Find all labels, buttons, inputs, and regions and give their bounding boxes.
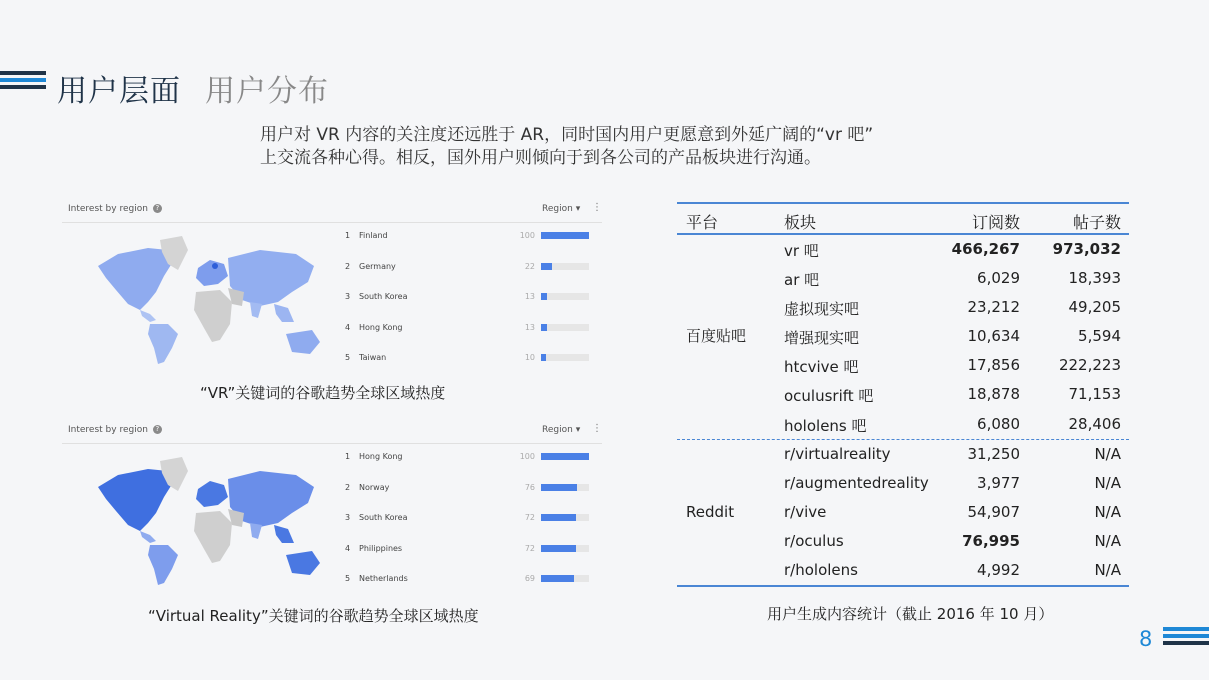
- map-southeast-asia: [274, 525, 294, 543]
- subscribers-cell: 466,267: [951, 240, 1020, 258]
- map-africa: [194, 290, 232, 342]
- subscribers-cell: 31,250: [967, 444, 1020, 463]
- posts-cell: N/A: [1094, 502, 1121, 521]
- region-bar: [541, 263, 552, 270]
- trends-header-label: Interest by region: [68, 425, 148, 435]
- map-europe: [196, 481, 228, 507]
- region-rank: 2: [345, 261, 351, 271]
- region-bar-track: [541, 324, 589, 331]
- intro-line-1: 用户对 VR 内容的关注度还远胜于 AR，同时国内用户更愿意到外延广阔的“vr 吧”: [260, 125, 874, 145]
- subscribers-cell: 18,878: [967, 385, 1020, 404]
- posts-cell: 973,032: [1052, 240, 1121, 258]
- posts-cell: N/A: [1094, 444, 1121, 463]
- reddit-group: [677, 440, 1129, 585]
- baidu-group: [677, 235, 1129, 439]
- more-options-icon[interactable]: ⋮: [592, 202, 602, 213]
- region-row[interactable]: [345, 448, 595, 479]
- header-platform: 平台: [686, 213, 719, 232]
- table-row: [677, 380, 1129, 409]
- region-dropdown-label: Region: [542, 425, 573, 435]
- region-name: Finland: [359, 231, 388, 240]
- map-australia: [286, 551, 320, 575]
- region-rank: 5: [345, 353, 351, 363]
- region-rank: 1: [345, 231, 351, 240]
- posts-cell: N/A: [1094, 531, 1121, 550]
- board-cell: oculusrift 吧: [784, 387, 874, 406]
- table-row: [677, 264, 1129, 293]
- map-south-america: [148, 324, 178, 364]
- subscribers-cell: 17,856: [967, 356, 1020, 375]
- caret-down-icon: ▾: [575, 425, 581, 435]
- subscribers-cell: 4,992: [977, 561, 1020, 580]
- table-row: [677, 293, 1129, 322]
- region-value: 13: [524, 292, 535, 302]
- map-india: [250, 523, 262, 539]
- subscribers-cell: 6,029: [977, 269, 1020, 288]
- region-row[interactable]: [345, 349, 595, 380]
- posts-cell: 28,406: [1068, 414, 1121, 433]
- region-name: Hong Kong: [359, 322, 403, 332]
- region-row[interactable]: [345, 479, 595, 510]
- board-cell: hololens 吧: [784, 416, 867, 435]
- intro-paragraph: [260, 124, 980, 170]
- subscribers-cell: 76,995: [962, 531, 1020, 550]
- trends-header: [68, 425, 162, 435]
- region-bar: [541, 453, 589, 460]
- region-name: Philippines: [359, 543, 403, 553]
- region-row[interactable]: [345, 258, 595, 289]
- region-name: Germany: [359, 261, 396, 271]
- region-name: Norway: [359, 482, 390, 492]
- map-north-america: [98, 248, 174, 310]
- map-africa: [194, 511, 232, 563]
- region-name: Hong Kong: [359, 452, 403, 461]
- trends-header-label: Interest by region: [68, 204, 148, 214]
- trends-caption-virtual-reality: “Virtual Reality”关键词的谷歌趋势全球区域热度: [148, 607, 479, 625]
- region-bar: [541, 484, 577, 491]
- region-dropdown[interactable]: [542, 204, 580, 214]
- table-bottom-rule: [677, 585, 1129, 587]
- region-value: 100: [519, 452, 535, 461]
- table-row: [677, 527, 1129, 556]
- trends-panel-virtual-reality: [62, 421, 602, 593]
- header-subscribers: 订阅数: [971, 213, 1020, 232]
- subscribers-cell: 3,977: [977, 473, 1020, 492]
- board-cell: r/oculus: [784, 531, 844, 550]
- region-bar-track: [541, 293, 589, 300]
- table-caption: 用户生成内容统计（截止 2016 年 10 月）: [767, 605, 1054, 623]
- divider: [62, 222, 602, 223]
- subscribers-cell: 54,907: [967, 502, 1020, 521]
- platform-reddit: Reddit: [686, 502, 735, 521]
- posts-cell: 49,205: [1068, 298, 1121, 317]
- more-options-icon[interactable]: ⋮: [592, 423, 602, 434]
- caret-down-icon: ▾: [575, 204, 581, 214]
- board-cell: r/vive: [784, 502, 827, 521]
- region-rank: 4: [345, 322, 351, 332]
- help-icon[interactable]: ?: [153, 425, 162, 434]
- board-cell: r/augmentedreality: [784, 473, 929, 492]
- region-rank: 2: [345, 482, 351, 492]
- help-icon[interactable]: ?: [153, 204, 162, 213]
- map-central-america: [140, 310, 156, 322]
- intro-line-2: 上交流各种心得。相反，国外用户则倾向于到各公司的产品板块进行沟通。: [260, 148, 821, 168]
- subscribers-cell: 23,212: [967, 298, 1020, 317]
- board-cell: r/virtualreality: [784, 444, 891, 463]
- region-bar: [541, 324, 547, 331]
- region-bar-track: [541, 232, 589, 239]
- board-cell: htcvive 吧: [784, 358, 859, 377]
- posts-cell: N/A: [1094, 473, 1121, 492]
- divider: [62, 443, 602, 444]
- table-row: [677, 440, 1129, 469]
- posts-cell: 222,223: [1058, 356, 1121, 375]
- table-row: [677, 410, 1129, 439]
- world-map-virtual-reality: [90, 451, 340, 591]
- map-finland-marker: [212, 263, 218, 269]
- board-cell: ar 吧: [784, 271, 820, 290]
- region-row[interactable]: [345, 570, 595, 601]
- map-southeast-asia: [274, 304, 294, 322]
- region-bar-track: [541, 354, 589, 361]
- region-value: 22: [524, 261, 535, 271]
- region-rank: 3: [345, 292, 351, 302]
- map-central-america: [140, 531, 156, 543]
- subscribers-cell: 6,080: [977, 414, 1020, 433]
- region-dropdown-label: Region: [542, 204, 573, 214]
- trends-caption-vr: “VR”关键词的谷歌趋势全球区域热度: [200, 384, 446, 402]
- region-name: South Korea: [359, 513, 408, 523]
- region-bar-track: [541, 575, 589, 582]
- region-bar: [541, 545, 576, 552]
- region-bar: [541, 514, 576, 521]
- header-posts: 帖子数: [1072, 213, 1121, 232]
- board-cell: r/hololens: [784, 561, 858, 580]
- platform-baidu: 百度贴吧: [686, 327, 747, 345]
- posts-cell: 18,393: [1068, 269, 1121, 288]
- region-list-vr: [345, 227, 595, 380]
- posts-cell: N/A: [1094, 561, 1121, 580]
- map-europe: [196, 260, 228, 286]
- table-row: [677, 235, 1129, 264]
- region-value: 72: [524, 513, 535, 523]
- board-cell: 虚拟现实吧: [784, 300, 860, 319]
- page-title-sub: 用户分布: [205, 74, 329, 109]
- footer-stripes-decoration: [1163, 627, 1209, 648]
- table-row: [677, 556, 1129, 585]
- title-stripes-decoration: [0, 71, 46, 92]
- posts-cell: 5,594: [1078, 327, 1121, 346]
- table-header-row: [677, 204, 1129, 233]
- page-title-main: 用户层面: [57, 74, 181, 109]
- region-value: 10: [524, 353, 535, 363]
- region-bar: [541, 232, 589, 239]
- region-name: South Korea: [359, 292, 408, 302]
- region-value: 69: [524, 574, 535, 584]
- map-india: [250, 302, 262, 318]
- table-row: [677, 469, 1129, 498]
- region-row[interactable]: [345, 288, 595, 319]
- trends-header: [68, 204, 162, 214]
- region-bar: [541, 293, 547, 300]
- region-rank: 1: [345, 452, 351, 461]
- region-value: 76: [524, 482, 535, 492]
- map-australia: [286, 330, 320, 354]
- table-row: [677, 351, 1129, 380]
- region-bar-track: [541, 514, 589, 521]
- region-row[interactable]: [345, 509, 595, 540]
- region-row[interactable]: [345, 540, 595, 571]
- map-south-america: [148, 545, 178, 585]
- ugc-stats-table: [677, 202, 1129, 587]
- region-value: 13: [524, 322, 535, 332]
- region-name: Taiwan: [359, 353, 387, 363]
- region-bar-track: [541, 545, 589, 552]
- region-bar-track: [541, 484, 589, 491]
- region-value: 100: [519, 231, 535, 240]
- region-row[interactable]: [345, 319, 595, 350]
- subscribers-cell: 10,634: [967, 327, 1020, 346]
- region-value: 72: [524, 543, 535, 553]
- table-row: [677, 322, 1129, 351]
- page-number: 8: [1139, 627, 1153, 651]
- region-row[interactable]: [345, 227, 595, 258]
- region-bar-track: [541, 453, 589, 460]
- page-title: [57, 66, 329, 110]
- region-rank: 3: [345, 513, 351, 523]
- region-name: Netherlands: [359, 574, 408, 584]
- trends-panel-vr: [62, 200, 602, 372]
- region-dropdown[interactable]: [542, 425, 580, 435]
- board-cell: vr 吧: [784, 242, 819, 260]
- region-bar: [541, 575, 574, 582]
- map-north-america: [98, 469, 174, 531]
- region-bar: [541, 354, 546, 361]
- region-rank: 5: [345, 574, 351, 584]
- board-cell: 增强现实吧: [784, 329, 860, 348]
- posts-cell: 71,153: [1068, 385, 1121, 404]
- table-row: [677, 498, 1129, 527]
- world-map-vr: [90, 230, 340, 370]
- region-bar-track: [541, 263, 589, 270]
- header-board: 板块: [784, 213, 817, 232]
- region-list-virtual-reality: [345, 448, 595, 601]
- region-rank: 4: [345, 543, 351, 553]
